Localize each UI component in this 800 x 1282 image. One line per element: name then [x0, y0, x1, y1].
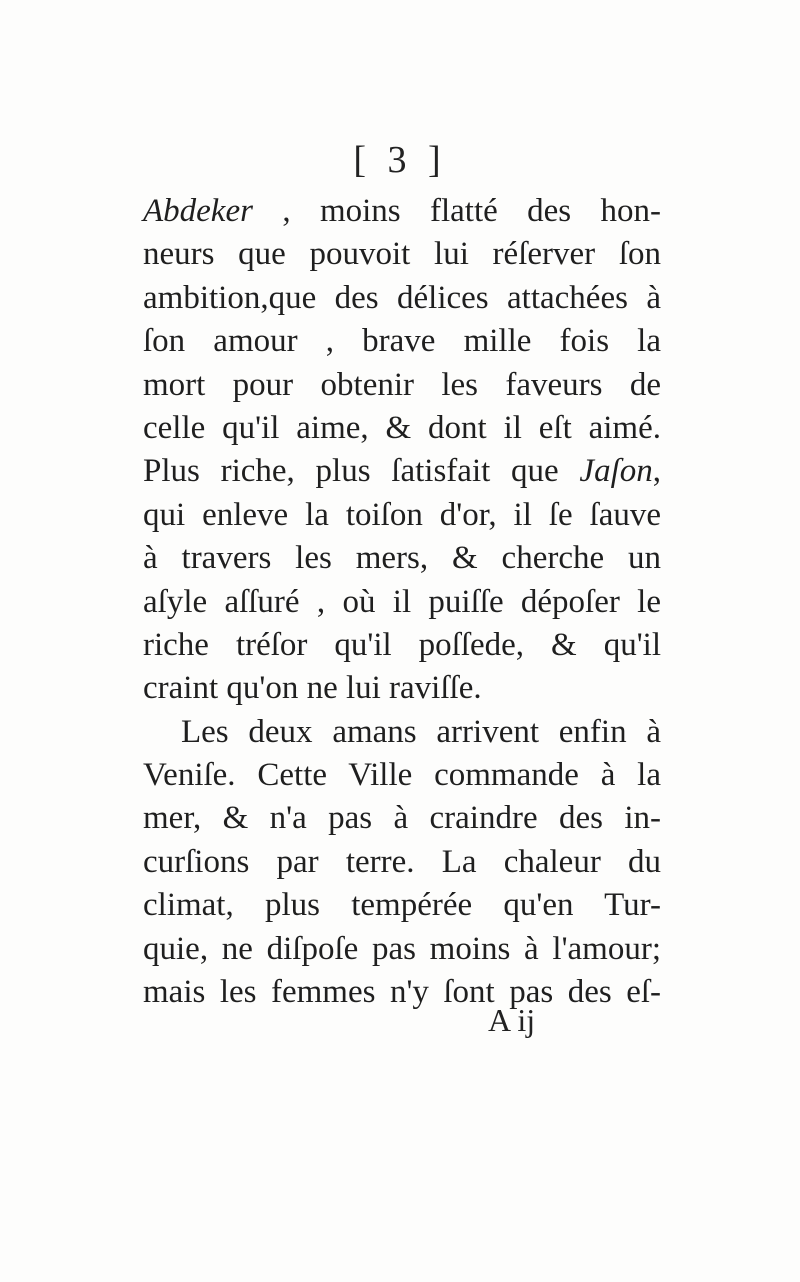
- text-line: mer, & n'a pas à craindre des in-: [143, 800, 661, 837]
- text-line: à travers les mers, & cherche un: [143, 540, 661, 577]
- text-line: craint qu'on ne lui raviſſe.: [143, 670, 482, 707]
- text-line: Plus riche, plus ſatisfait que Jaſon,: [143, 453, 661, 490]
- text-line: riche tréſor qu'il poſſede, & qu'il: [143, 626, 661, 663]
- text-line: ambition,que des délices attachées à: [143, 279, 661, 316]
- text-line: aſyle aſſuré , où il puiſſe dépoſer le: [143, 583, 661, 620]
- text-line: celle qu'il aime, & dont il eſt aimé.: [143, 409, 661, 446]
- catchword: A ij: [488, 1002, 536, 1038]
- text-line: Abdeker , moins flatté des hon-: [143, 193, 661, 229]
- text-line: qui enleve la toiſon d'or, il ſe ſauve: [143, 496, 661, 533]
- text-line: quie, ne diſpoſe pas moins à l'amour;: [143, 930, 661, 967]
- text-line: neurs que pouvoit lui réſerver ſon: [143, 236, 661, 273]
- paragraph-1: [143, 190, 661, 711]
- text-line: climat, plus tempérée qu'en Tur-: [143, 887, 661, 924]
- text-line: mort pour obtenir les faveurs de: [143, 366, 661, 403]
- text-line: Les deux amans arrivent enfin à: [181, 713, 661, 750]
- body-text: [143, 190, 661, 1014]
- text-line: mais les femmes n'y ſont pas des eſ-: [143, 974, 661, 1011]
- text-line: ſon amour , brave mille fois la: [143, 323, 661, 360]
- paragraph-2: [143, 711, 661, 1015]
- page-number: [ 3 ]: [353, 139, 447, 181]
- text-line: curſions par terre. La chaleur du: [143, 843, 661, 880]
- italic-name: Jaſon: [579, 453, 653, 490]
- italic-name: Abdeker: [143, 193, 253, 229]
- text-line: Veniſe. Cette Ville commande à la: [143, 757, 661, 794]
